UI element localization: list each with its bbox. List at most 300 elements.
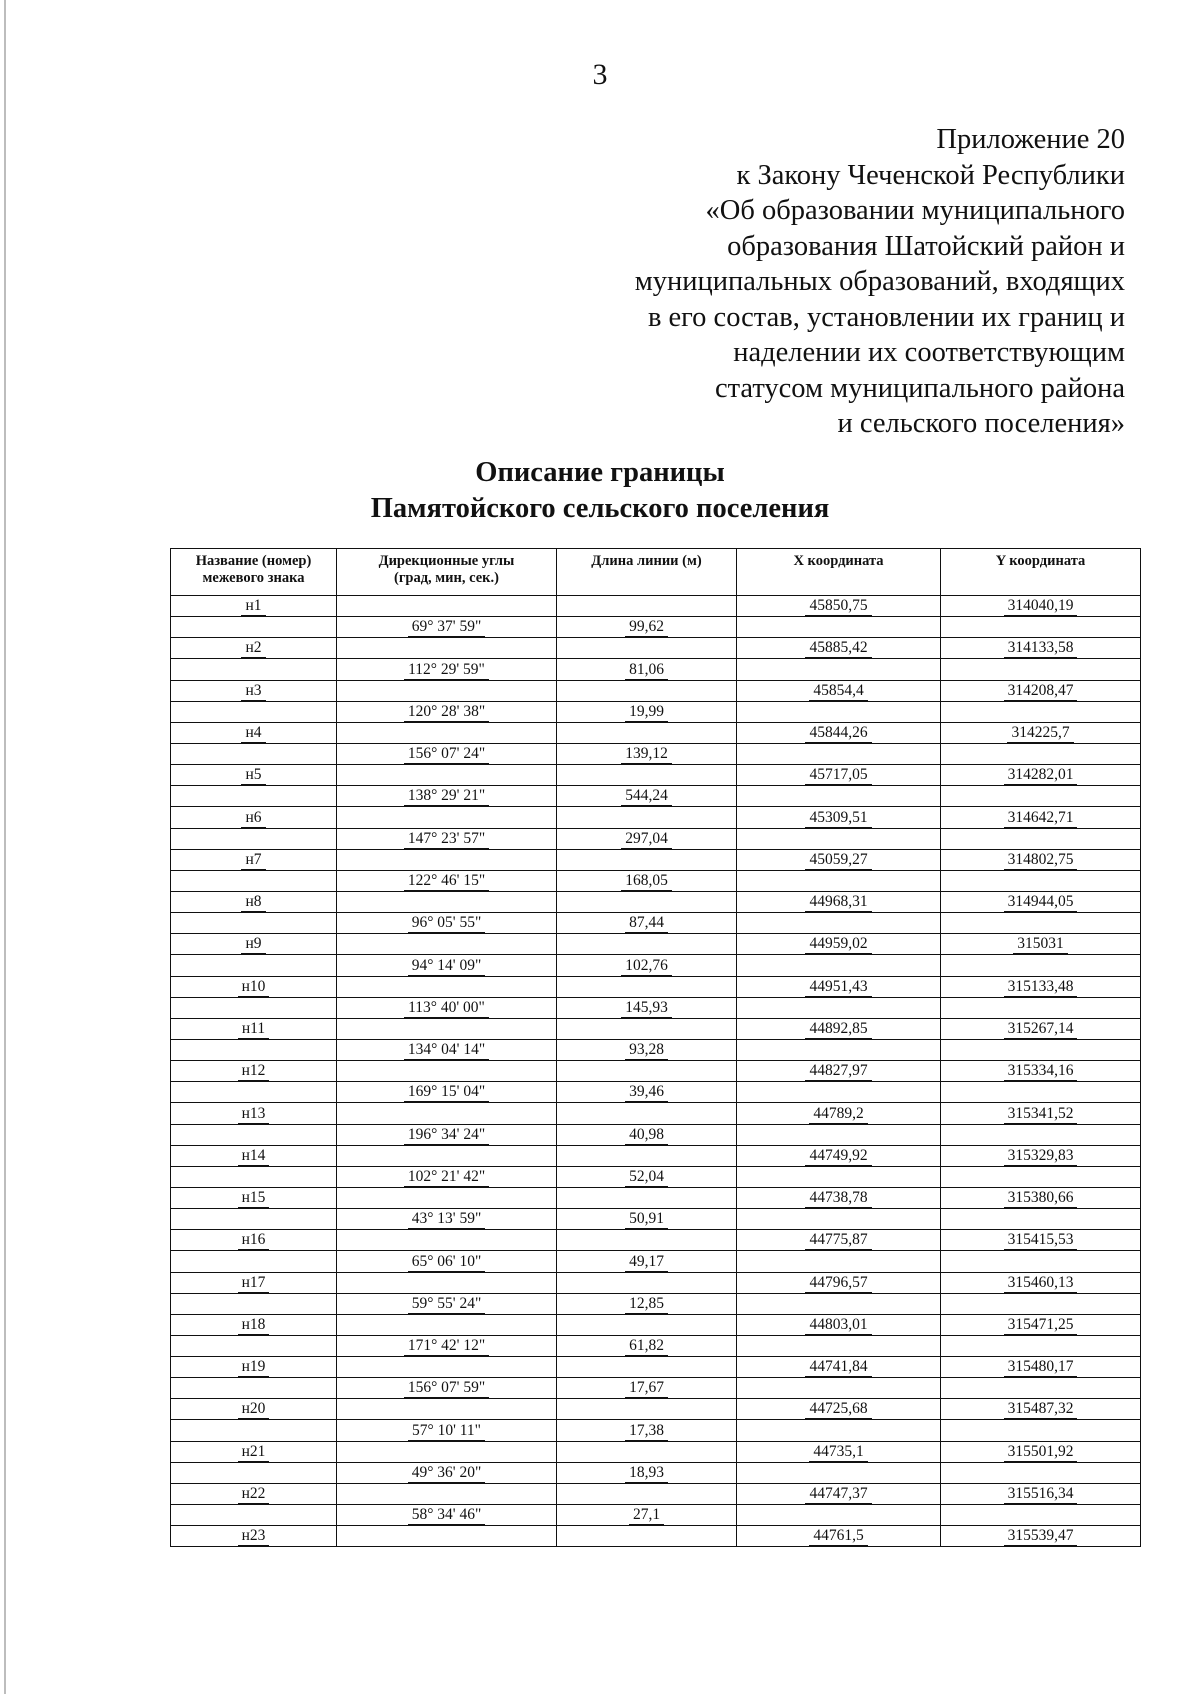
cell-mark-name [171, 786, 337, 807]
cell-x-coordinate [737, 1061, 941, 1082]
table-row [171, 1505, 1141, 1526]
cell-line-length [557, 1018, 737, 1039]
cell-direction-angle [337, 1526, 557, 1547]
cell-mark-name [171, 976, 337, 997]
title-line: Памятойского сельского поселения [370, 493, 830, 524]
cell-y-coordinate [941, 1314, 1141, 1335]
cell-x-coordinate [737, 786, 941, 807]
cell-value: н10 [238, 978, 270, 997]
cell-y-coordinate [941, 1187, 1141, 1208]
cell-line-length [557, 997, 737, 1018]
cell-mark-name [171, 1145, 337, 1166]
cell-line-length [557, 1505, 737, 1526]
cell-line-length [557, 1378, 737, 1399]
cell-value: 169° 15' 04" [404, 1083, 489, 1102]
cell-mark-name [171, 1483, 337, 1504]
cell-direction-angle [337, 1124, 557, 1145]
cell-value: 315133,48 [1004, 978, 1078, 997]
cell-direction-angle [337, 1399, 557, 1420]
cell-direction-angle [337, 1103, 557, 1124]
cell-direction-angle [337, 870, 557, 891]
cell-y-coordinate [941, 870, 1141, 891]
table-row [171, 1441, 1141, 1462]
cell-y-coordinate [941, 743, 1141, 764]
table-row [171, 828, 1141, 849]
cell-value: 168,05 [621, 872, 672, 891]
cell-direction-angle [337, 997, 557, 1018]
cell-value: 45885,42 [805, 639, 871, 658]
cell-line-length [557, 596, 737, 617]
cell-mark-name [171, 1526, 337, 1547]
cell-x-coordinate [737, 913, 941, 934]
cell-value: 134° 04' 14" [404, 1041, 489, 1060]
cell-x-coordinate [737, 659, 941, 680]
cell-value: 314282,01 [1004, 766, 1078, 785]
cell-value: 315471,25 [1004, 1316, 1078, 1335]
cell-line-length [557, 1145, 737, 1166]
cell-value: 39,46 [625, 1083, 668, 1102]
cell-mark-name [171, 1462, 337, 1483]
cell-x-coordinate [737, 1378, 941, 1399]
table-row [171, 997, 1141, 1018]
cell-value: 314944,05 [1004, 893, 1078, 912]
cell-line-length [557, 1187, 737, 1208]
cell-direction-angle [337, 701, 557, 722]
cell-value: н4 [241, 724, 265, 743]
cell-y-coordinate [941, 1061, 1141, 1082]
cell-x-coordinate [737, 1124, 941, 1145]
cell-line-length [557, 1061, 737, 1082]
table-row [171, 1145, 1141, 1166]
cell-y-coordinate [941, 680, 1141, 701]
cell-value: 43° 13' 59" [408, 1210, 486, 1229]
cell-value: 96° 05' 55" [408, 914, 486, 933]
cell-x-coordinate [737, 955, 941, 976]
table-row [171, 1251, 1141, 1272]
cell-y-coordinate [941, 765, 1141, 786]
cell-line-length [557, 765, 737, 786]
cell-direction-angle [337, 1039, 557, 1060]
cell-y-coordinate [941, 976, 1141, 997]
table-row [171, 786, 1141, 807]
cell-y-coordinate [941, 1145, 1141, 1166]
table-row [171, 617, 1141, 638]
cell-y-coordinate [941, 1526, 1141, 1547]
cell-line-length [557, 828, 737, 849]
cell-line-length [557, 722, 737, 743]
cell-value: 27,1 [629, 1506, 664, 1525]
cell-value: н18 [238, 1316, 270, 1335]
cell-value: 44725,68 [805, 1400, 871, 1419]
cell-mark-name [171, 913, 337, 934]
table-row [171, 1082, 1141, 1103]
cell-value: 315031 [1013, 935, 1068, 954]
cell-x-coordinate [737, 743, 941, 764]
cell-line-length [557, 807, 737, 828]
cell-y-coordinate [941, 997, 1141, 1018]
cell-y-coordinate [941, 786, 1141, 807]
cell-value: 44827,97 [805, 1062, 871, 1081]
cell-mark-name [171, 1357, 337, 1378]
cell-value: 45717,05 [805, 766, 871, 785]
cell-mark-name [171, 955, 337, 976]
table-row [171, 1483, 1141, 1504]
cell-x-coordinate [737, 849, 941, 870]
cell-value: н6 [241, 809, 265, 828]
cell-x-coordinate [737, 596, 941, 617]
cell-y-coordinate [941, 638, 1141, 659]
table-row [171, 1272, 1141, 1293]
cell-y-coordinate [941, 1103, 1141, 1124]
cell-value: 113° 40' 00" [404, 999, 489, 1018]
cell-direction-angle [337, 765, 557, 786]
cell-direction-angle [337, 1335, 557, 1356]
cell-value: 314133,58 [1004, 639, 1078, 658]
cell-x-coordinate [737, 1251, 941, 1272]
cell-value: н23 [238, 1527, 270, 1546]
cell-direction-angle [337, 1378, 557, 1399]
cell-value: 314225,7 [1007, 724, 1073, 743]
cell-value: 50,91 [625, 1210, 668, 1229]
table-row [171, 1335, 1141, 1356]
cell-line-length [557, 701, 737, 722]
cell-direction-angle [337, 1483, 557, 1504]
cell-value: 156° 07' 24" [404, 745, 489, 764]
cell-value: 61,82 [625, 1337, 668, 1356]
cell-value: 49° 36' 20" [408, 1464, 486, 1483]
cell-value: н13 [238, 1105, 270, 1124]
cell-value: 59° 55' 24" [408, 1295, 486, 1314]
table-row [171, 1166, 1141, 1187]
cell-value: 58° 34' 46" [408, 1506, 486, 1525]
cell-value: 12,85 [625, 1295, 668, 1314]
boundary-table [170, 548, 1141, 1547]
cell-direction-angle [337, 955, 557, 976]
cell-x-coordinate [737, 1103, 941, 1124]
table-row [171, 1230, 1141, 1251]
appendix-line: в его состав, установлении их границ и [647, 301, 1125, 333]
cell-direction-angle [337, 934, 557, 955]
cell-mark-name [171, 934, 337, 955]
appendix-line: к Закону Чеченской Республики [736, 159, 1125, 191]
cell-line-length [557, 849, 737, 870]
cell-x-coordinate [737, 617, 941, 638]
appendix-line: наделении их соответствующим [733, 337, 1125, 368]
cell-line-length [557, 1103, 737, 1124]
cell-x-coordinate [737, 891, 941, 912]
cell-direction-angle [337, 1420, 557, 1441]
cell-x-coordinate [737, 1018, 941, 1039]
cell-x-coordinate [737, 1082, 941, 1103]
cell-value: 196° 34' 24" [404, 1126, 489, 1145]
cell-value: 102,76 [621, 957, 672, 976]
table-row [171, 1420, 1141, 1441]
cell-mark-name [171, 807, 337, 828]
cell-y-coordinate [941, 891, 1141, 912]
table-row [171, 1124, 1141, 1145]
cell-mark-name [171, 1272, 337, 1293]
cell-mark-name [171, 1187, 337, 1208]
cell-direction-angle [337, 1145, 557, 1166]
cell-x-coordinate [737, 638, 941, 659]
cell-direction-angle [337, 976, 557, 997]
cell-value: 156° 07' 59" [404, 1379, 489, 1398]
cell-y-coordinate [941, 722, 1141, 743]
cell-mark-name [171, 1378, 337, 1399]
table-row [171, 1103, 1141, 1124]
scan-edge-line [4, 0, 6, 1694]
cell-line-length [557, 1166, 737, 1187]
cell-value: 315329,83 [1004, 1147, 1078, 1166]
cell-y-coordinate [941, 1272, 1141, 1293]
cell-value: н3 [241, 682, 265, 701]
cell-mark-name [171, 1441, 337, 1462]
cell-mark-name [171, 1230, 337, 1251]
table-row [171, 743, 1141, 764]
cell-line-length [557, 934, 737, 955]
cell-x-coordinate [737, 680, 941, 701]
cell-y-coordinate [941, 1441, 1141, 1462]
cell-line-length [557, 680, 737, 701]
cell-line-length [557, 1420, 737, 1441]
cell-line-length [557, 659, 737, 680]
cell-value: н20 [238, 1400, 270, 1419]
appendix-line: Приложение 20 [936, 124, 1125, 155]
cell-y-coordinate [941, 1166, 1141, 1187]
cell-value: н9 [241, 935, 265, 954]
cell-value: 44735,1 [809, 1443, 867, 1462]
cell-value: 314642,71 [1004, 809, 1078, 828]
cell-direction-angle [337, 786, 557, 807]
cell-line-length [557, 870, 737, 891]
cell-y-coordinate [941, 1462, 1141, 1483]
cell-x-coordinate [737, 1272, 941, 1293]
cell-mark-name [171, 1124, 337, 1145]
cell-value: 57° 10' 11" [408, 1422, 485, 1441]
cell-mark-name [171, 659, 337, 680]
cell-x-coordinate [737, 1420, 941, 1441]
cell-value: 44741,84 [805, 1358, 871, 1377]
cell-value: 44738,78 [805, 1189, 871, 1208]
cell-value: н15 [238, 1189, 270, 1208]
cell-y-coordinate [941, 1420, 1141, 1441]
cell-mark-name [171, 1018, 337, 1039]
cell-mark-name [171, 1061, 337, 1082]
cell-value: н21 [238, 1443, 270, 1462]
cell-x-coordinate [737, 701, 941, 722]
cell-mark-name [171, 701, 337, 722]
cell-value: 44951,43 [805, 978, 871, 997]
cell-value: 315539,47 [1004, 1527, 1078, 1546]
cell-value: 112° 29' 59" [404, 661, 489, 680]
cell-value: н14 [238, 1147, 270, 1166]
table-row [171, 659, 1141, 680]
cell-direction-angle [337, 1505, 557, 1526]
cell-x-coordinate [737, 1039, 941, 1060]
cell-value: н11 [238, 1020, 269, 1039]
title-line: Описание границы [475, 457, 725, 488]
cell-mark-name [171, 1293, 337, 1314]
cell-line-length [557, 1124, 737, 1145]
cell-value: н5 [241, 766, 265, 785]
cell-direction-angle [337, 1166, 557, 1187]
cell-y-coordinate [941, 955, 1141, 976]
cell-value: 297,04 [621, 830, 672, 849]
table-row [171, 722, 1141, 743]
cell-x-coordinate [737, 722, 941, 743]
appendix-line: муниципальных образований, входящих [634, 266, 1125, 297]
cell-mark-name [171, 765, 337, 786]
cell-direction-angle [337, 807, 557, 828]
cell-value: 139,12 [621, 745, 672, 764]
cell-mark-name [171, 1103, 337, 1124]
cell-y-coordinate [941, 1124, 1141, 1145]
cell-value: 94° 14' 09" [408, 957, 486, 976]
cell-mark-name [171, 828, 337, 849]
cell-line-length [557, 1082, 737, 1103]
cell-direction-angle [337, 722, 557, 743]
table-row [171, 680, 1141, 701]
cell-y-coordinate [941, 617, 1141, 638]
cell-y-coordinate [941, 1483, 1141, 1504]
cell-value: 45854,4 [809, 682, 867, 701]
cell-x-coordinate [737, 1526, 941, 1547]
cell-direction-angle [337, 1357, 557, 1378]
cell-y-coordinate [941, 934, 1141, 955]
cell-line-length [557, 1526, 737, 1547]
cell-x-coordinate [737, 1293, 941, 1314]
cell-value: 315341,52 [1004, 1105, 1078, 1124]
table-row [171, 1209, 1141, 1230]
cell-y-coordinate [941, 1335, 1141, 1356]
cell-direction-angle [337, 659, 557, 680]
cell-value: 315460,13 [1004, 1274, 1078, 1293]
cell-value: 102° 21' 42" [404, 1168, 489, 1187]
cell-value: 315487,32 [1004, 1400, 1078, 1419]
cell-y-coordinate [941, 913, 1141, 934]
cell-direction-angle [337, 1061, 557, 1082]
cell-direction-angle [337, 1082, 557, 1103]
cell-line-length [557, 617, 737, 638]
cell-mark-name [171, 1399, 337, 1420]
cell-mark-name [171, 1420, 337, 1441]
table-row [171, 1357, 1141, 1378]
cell-line-length [557, 955, 737, 976]
cell-value: н7 [241, 851, 265, 870]
cell-line-length [557, 1483, 737, 1504]
cell-x-coordinate [737, 934, 941, 955]
table-row [171, 1061, 1141, 1082]
cell-value: 45850,75 [805, 597, 871, 616]
cell-value: 315267,14 [1004, 1020, 1078, 1039]
table-row [171, 1293, 1141, 1314]
cell-x-coordinate [737, 870, 941, 891]
cell-x-coordinate [737, 1441, 941, 1462]
cell-direction-angle [337, 743, 557, 764]
cell-y-coordinate [941, 1082, 1141, 1103]
cell-value: 93,28 [625, 1041, 668, 1060]
header-line-length: Длина линии (м) [557, 549, 737, 596]
cell-mark-name [171, 680, 337, 701]
table-row [171, 955, 1141, 976]
cell-y-coordinate [941, 1230, 1141, 1251]
cell-value: 65° 06' 10" [408, 1253, 486, 1272]
cell-x-coordinate [737, 997, 941, 1018]
cell-y-coordinate [941, 1399, 1141, 1420]
cell-x-coordinate [737, 1335, 941, 1356]
cell-line-length [557, 1230, 737, 1251]
cell-value: 44747,37 [805, 1485, 871, 1504]
cell-mark-name [171, 849, 337, 870]
appendix-line: и сельского поселения» [837, 408, 1125, 439]
cell-value: н12 [238, 1062, 270, 1081]
cell-direction-angle [337, 680, 557, 701]
cell-line-length [557, 743, 737, 764]
cell-direction-angle [337, 1018, 557, 1039]
cell-line-length [557, 1293, 737, 1314]
cell-value: 44803,01 [805, 1316, 871, 1335]
cell-value: 45844,26 [805, 724, 871, 743]
cell-value: 314040,19 [1004, 597, 1078, 616]
cell-line-length [557, 913, 737, 934]
cell-value: 69° 37' 59" [408, 618, 486, 637]
cell-value: 17,67 [625, 1379, 668, 1398]
cell-mark-name [171, 891, 337, 912]
appendix-line: статусом муниципального района [714, 372, 1125, 404]
cell-y-coordinate [941, 849, 1141, 870]
cell-mark-name [171, 743, 337, 764]
appendix-line: «Об образовании муниципального [705, 195, 1125, 226]
table-row [171, 934, 1141, 955]
cell-line-length [557, 1335, 737, 1356]
header-mark-name: Название (номер) межевого знака [171, 549, 337, 596]
cell-direction-angle [337, 1230, 557, 1251]
table-row [171, 1399, 1141, 1420]
cell-value: 120° 28' 38" [404, 703, 489, 722]
header-y-coordinate: Y координата [941, 549, 1141, 596]
cell-x-coordinate [737, 828, 941, 849]
cell-y-coordinate [941, 1293, 1141, 1314]
cell-line-length [557, 638, 737, 659]
table-row [171, 891, 1141, 912]
header-x-coordinate: X координата [737, 549, 941, 596]
table-row [171, 913, 1141, 934]
cell-value: 315480,17 [1004, 1358, 1078, 1377]
cell-direction-angle [337, 1251, 557, 1272]
cell-line-length [557, 976, 737, 997]
table-row [171, 807, 1141, 828]
cell-value: 44892,85 [805, 1020, 871, 1039]
table-row [171, 1018, 1141, 1039]
cell-value: 49,17 [625, 1253, 668, 1272]
cell-mark-name [171, 617, 337, 638]
cell-value: 17,38 [625, 1422, 668, 1441]
cell-mark-name [171, 997, 337, 1018]
cell-x-coordinate [737, 1145, 941, 1166]
table-row [171, 638, 1141, 659]
cell-value: 44959,02 [805, 935, 871, 954]
cell-mark-name [171, 1209, 337, 1230]
cell-y-coordinate [941, 1251, 1141, 1272]
cell-x-coordinate [737, 1230, 941, 1251]
appendix-line: образования Шатойский район и [727, 230, 1125, 262]
cell-value: 315415,53 [1004, 1231, 1078, 1250]
page-number: 3 [592, 58, 608, 91]
cell-direction-angle [337, 1441, 557, 1462]
table-row [171, 976, 1141, 997]
cell-mark-name [171, 1335, 337, 1356]
cell-value: 19,99 [625, 703, 668, 722]
